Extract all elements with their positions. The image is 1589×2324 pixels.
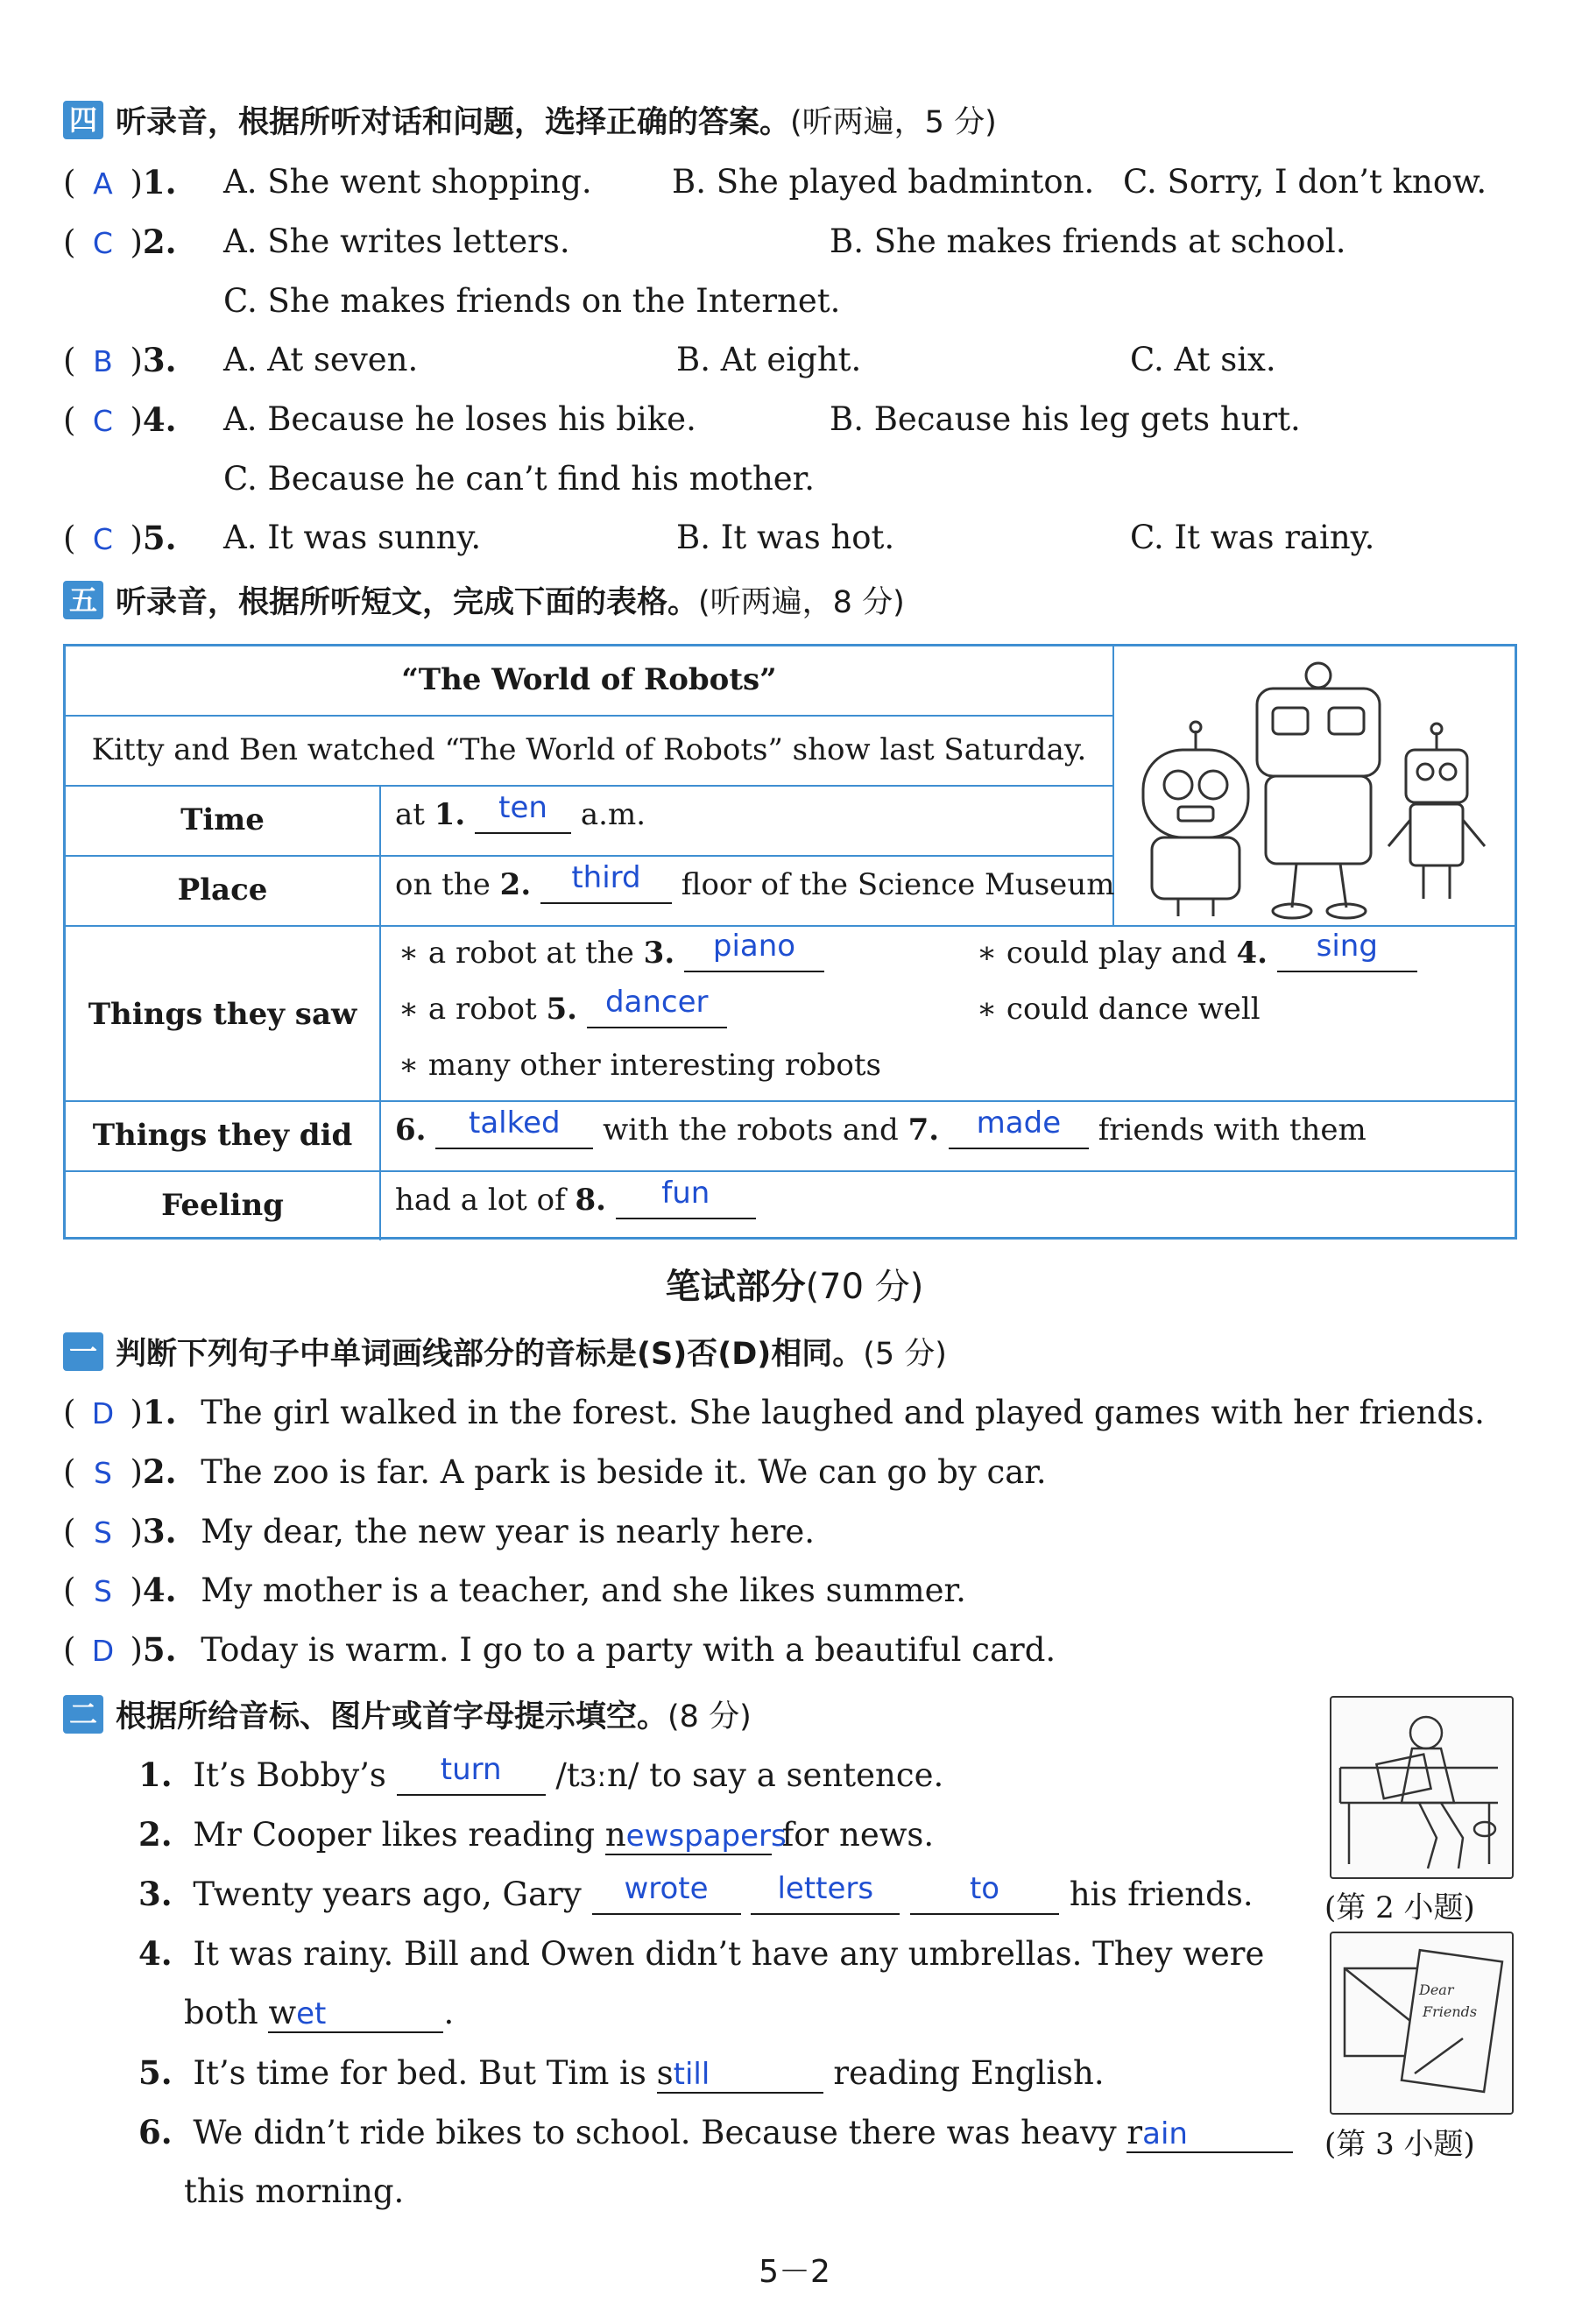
blank-6[interactable]: talked xyxy=(469,1105,561,1141)
saw-item-others: ∗ many other interesting robots xyxy=(399,1048,882,1083)
answer-3: B xyxy=(93,344,113,378)
answer-a2: S xyxy=(93,1456,112,1490)
fill-blank-3c[interactable]: to xyxy=(969,1871,1000,1906)
option-1c: C. Sorry, I don’t know. xyxy=(1123,163,1487,201)
option-5b: B. It was hot. xyxy=(676,519,895,556)
svg-text:Friends: Friends xyxy=(1423,2003,1478,2020)
caption-picture-3: (第 3 小题) xyxy=(1324,2127,1475,2162)
saw-label: Things they saw xyxy=(88,997,357,1032)
fill-blank-1[interactable]: turn xyxy=(440,1752,502,1787)
section-5-heading xyxy=(63,578,905,622)
section-4-heading xyxy=(63,98,997,142)
letter-envelope-icon xyxy=(1331,1933,1512,2113)
option-1a: A. She went shopping. xyxy=(223,163,592,201)
section-a-points: (5 分) xyxy=(863,1337,947,1372)
robots-table xyxy=(63,644,1517,1240)
fill-blank-3b[interactable]: letters xyxy=(777,1871,874,1906)
written-part-title: 笔试部分(70 分) xyxy=(665,1267,924,1307)
fill-blank-5[interactable]: till xyxy=(673,2057,710,2092)
blank-4[interactable]: sing xyxy=(1316,929,1378,964)
option-3c: C. At six. xyxy=(1130,341,1276,378)
saw-item-5: ∗ a robot 5. dancer xyxy=(399,992,727,1028)
option-1b: B. She played badminton. xyxy=(672,163,1095,201)
saw-item-3: ∗ a robot at the 3. piano xyxy=(399,936,824,972)
listening-item-4: ( C )4. xyxy=(63,400,177,439)
did-row: 6. talked with the robots and 7. made friends with them xyxy=(395,1105,1367,1148)
phonetic-item-3: ( S )3. My dear, the new year is nearly here. xyxy=(63,1512,816,1551)
option-5a: A. It was sunny. xyxy=(223,519,482,556)
section-b-title: 根据所给音标、图片或首字母提示填空。 xyxy=(116,1699,668,1734)
fill-item-1: 1. It’s Bobby’s turn /tɜːn/ to say a sentence. xyxy=(138,1752,944,1794)
saw-item-dance: ∗ could dance well xyxy=(977,992,1261,1027)
blank-8[interactable]: fun xyxy=(661,1176,710,1211)
fill-item-4: 4. It was rainy. Bill and Owen didn’t have any umbrellas. They were xyxy=(138,1934,1265,1973)
picture-letter xyxy=(1330,1932,1514,2115)
option-2a: A. She writes letters. xyxy=(223,223,570,260)
page-number: 5－2 xyxy=(759,2254,830,2290)
phonetic-item-2: ( S )2. The zoo is far. A park is beside it. We can go by car. xyxy=(63,1452,1047,1491)
option-2c: C. She makes friends on the Internet. xyxy=(223,282,841,320)
caption-picture-2: (第 2 小题) xyxy=(1324,1890,1475,1925)
saw-item-4: ∗ could play and 4. sing xyxy=(977,936,1417,972)
option-4b: B. Because his leg gets hurt. xyxy=(830,400,1301,438)
option-3a: A. At seven. xyxy=(223,341,419,378)
feeling-row: had a lot of 8. fun xyxy=(395,1183,756,1219)
blank-1[interactable]: ten xyxy=(498,790,547,825)
section-5-title: 听录音，根据所听短文，完成下面的表格。 xyxy=(116,585,699,620)
time-row: at 1. ten a.m. xyxy=(395,790,646,832)
answer-a5: D xyxy=(91,1634,115,1668)
section-a-title: 判断下列句子中单词画线部分的音标是(S)否(D)相同。 xyxy=(116,1337,864,1372)
blank-2[interactable]: third xyxy=(571,860,641,895)
fill-item-4-line2: both wet . xyxy=(184,1994,455,2031)
table-intro: Kitty and Ben watched “The World of Robots” show last Saturday. xyxy=(91,732,1087,767)
listening-item-5: ( C )5. xyxy=(63,519,177,557)
fill-blank-2[interactable]: ewspapers xyxy=(625,1819,787,1854)
section-b-heading xyxy=(63,1692,752,1736)
man-reading-newspaper-icon xyxy=(1331,1698,1512,1877)
section-4-badge: 四 xyxy=(63,101,103,139)
did-label: Things they did xyxy=(92,1118,353,1153)
option-5c: C. It was rainy. xyxy=(1130,519,1375,556)
item-number: 3. xyxy=(142,341,177,379)
feeling-label: Feeling xyxy=(161,1188,284,1223)
blank-5[interactable]: dancer xyxy=(604,985,709,1020)
answer-a3: S xyxy=(93,1515,112,1550)
option-2b: B. She makes friends at school. xyxy=(830,223,1346,260)
item-number: 1. xyxy=(142,163,177,201)
option-3b: B. At eight. xyxy=(676,341,862,378)
time-label: Time xyxy=(180,802,265,837)
robots-illustration xyxy=(1117,653,1511,921)
phonetic-item-5: ( D )5. Today is warm. I go to a party with a beautiful card. xyxy=(63,1630,1056,1669)
answer-5: C xyxy=(92,522,113,556)
blank-3[interactable]: piano xyxy=(712,929,796,964)
fill-item-6-line2: this morning. xyxy=(184,2172,405,2210)
answer-4: C xyxy=(92,404,113,438)
section-5-badge: 五 xyxy=(63,581,103,619)
fill-item-2: 2. Mr Cooper likes reading newspapers for news. xyxy=(138,1815,935,1854)
svg-text:Dear: Dear xyxy=(1419,1981,1454,1998)
section-a-badge: 一 xyxy=(63,1332,103,1371)
answer-a4: S xyxy=(93,1574,112,1608)
table-title: “The World of Robots” xyxy=(401,662,777,697)
fill-item-3: 3. Twenty years ago, Gary wrote letters to his friends. xyxy=(138,1871,1254,1913)
place-row: on the 2. third floor of the Science Museum xyxy=(395,860,1115,902)
fill-item-6: 6. We didn’t ride bikes to school. Because there was heavy rain xyxy=(138,2113,1293,2153)
section-b-points: (8 分) xyxy=(667,1699,752,1734)
phonetic-item-4: ( S )4. My mother is a teacher, and she likes summer. xyxy=(63,1571,966,1609)
item-number: 2. xyxy=(142,223,177,261)
answer-a1: D xyxy=(91,1396,115,1430)
option-4c: C. Because he can’t find his mother. xyxy=(223,460,816,498)
listening-item-3: ( B )3. xyxy=(63,341,177,379)
option-4a: A. Because he loses his bike. xyxy=(223,400,696,438)
section-a-heading xyxy=(63,1330,947,1374)
place-label: Place xyxy=(177,872,268,908)
listening-item-2: ( C )2. xyxy=(63,223,177,261)
listening-item-1: ( A )1. xyxy=(63,163,177,201)
fill-blank-4[interactable]: et xyxy=(296,1996,327,2031)
answer-2: C xyxy=(92,226,113,260)
item-number: 4. xyxy=(142,400,177,439)
answer-1: A xyxy=(93,166,113,201)
fill-blank-3a[interactable]: wrote xyxy=(624,1871,709,1906)
section-5-points: (听两遍，8 分) xyxy=(698,585,905,620)
phonetic-item-1: ( D )1. The girl walked in the forest. She laughed and played games with her friends. xyxy=(63,1393,1485,1431)
section-4-title: 听录音，根据所听对话和问题，选择正确的答案。 xyxy=(116,105,791,140)
fill-blank-6[interactable]: ain xyxy=(1142,2116,1188,2151)
picture-reading-newspaper xyxy=(1330,1696,1514,1879)
fill-item-5: 5. It’s time for bed. But Tim is still reading English. xyxy=(138,2053,1105,2092)
section-b-badge: 二 xyxy=(63,1695,103,1734)
blank-7[interactable]: made xyxy=(976,1105,1062,1141)
item-number: 5. xyxy=(142,519,177,557)
section-4-points: (听两遍，5 分) xyxy=(790,105,997,140)
